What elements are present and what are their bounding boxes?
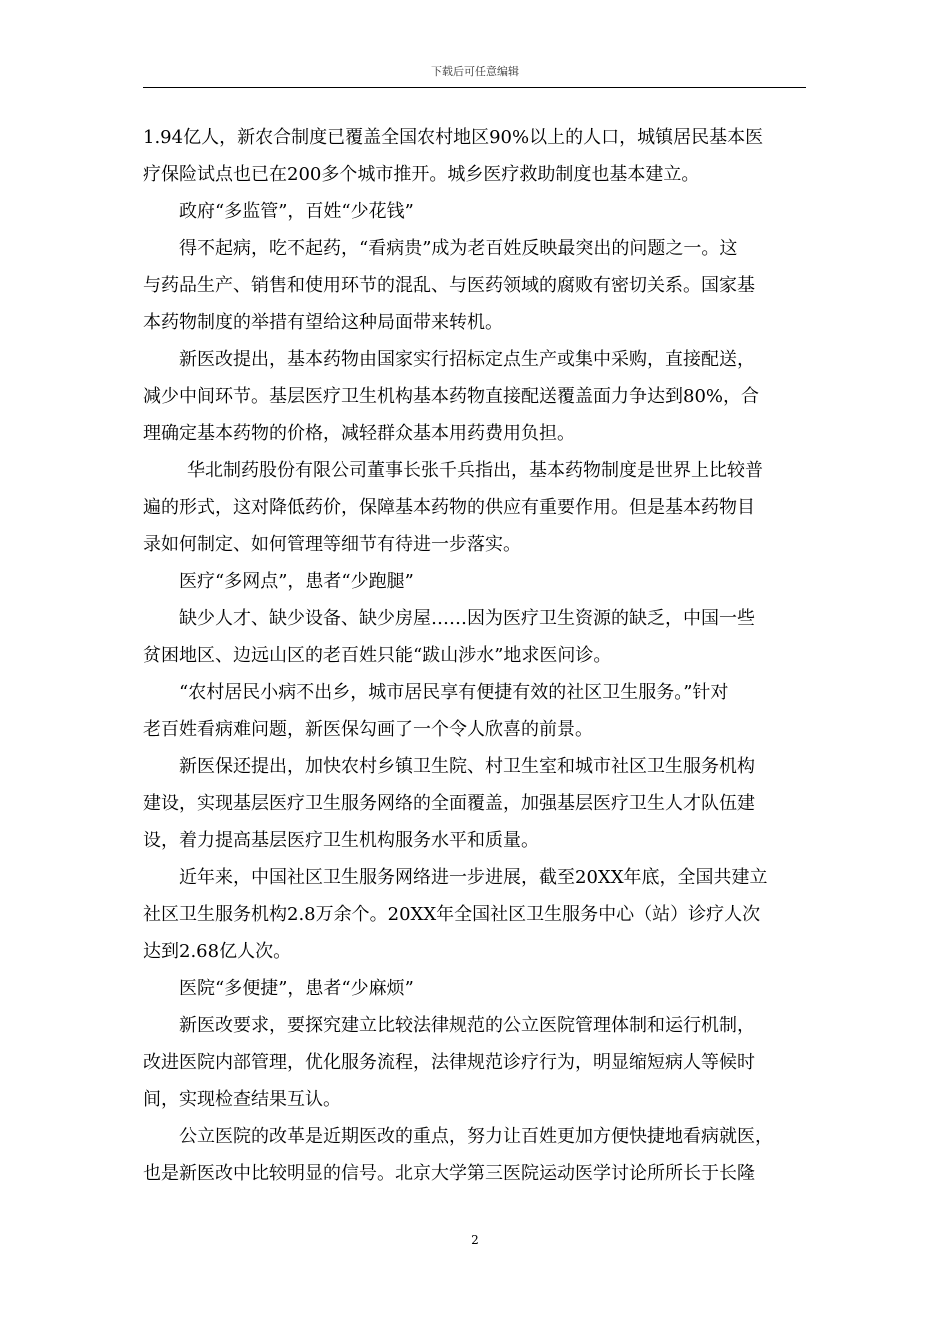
page-number: 2 — [471, 1233, 479, 1247]
body-line: 改进医院内部管理，优化服务流程，法律规范诊疗行为，明显缩短病人等候时 — [143, 1052, 755, 1073]
body-line: 新医保还提出，加快农村乡镇卫生院、村卫生室和城市社区卫生服务机构 — [179, 756, 755, 777]
body-line: 与药品生产、销售和使用环节的混乱、与医药领域的腐败有密切关系。国家基 — [143, 275, 755, 296]
body-line: 华北制药股份有限公司董事长张千兵指出，基本药物制度是世界上比较普 — [187, 460, 763, 481]
header-divider — [143, 87, 806, 88]
body-line: 新医改提出，基本药物由国家实行招标定点生产或集中采购，直接配送， — [179, 349, 755, 370]
body-line: 新医改要求，要探究建立比较法律规范的公立医院管理体制和运行机制， — [179, 1015, 755, 1036]
body-line: 也是新医改中比较明显的信号。北京大学第三医院运动医学讨论所所长于长隆 — [143, 1163, 755, 1184]
body-line: 社区卫生服务机构2.8万余个。20XX年全国社区卫生服务中心（站）诊疗人次 — [143, 904, 761, 925]
body-line: 减少中间环节。基层医疗卫生机构基本药物直接配送覆盖面力争达到80%，合 — [143, 386, 760, 407]
body-line: 间，实现检查结果互认。 — [143, 1089, 341, 1110]
body-line: 录如何制定、如何管理等细节有待进一步落实。 — [143, 534, 521, 555]
page-header: 下载后可任意编辑 — [431, 65, 519, 78]
section-heading: 政府“多监管”，百姓“少花钱” — [179, 201, 414, 222]
body-line: 老百姓看病难问题，新医保勾画了一个令人欣喜的前景。 — [143, 719, 593, 740]
body-line: 贫困地区、边远山区的老百姓只能“跋山涉水”地求医问诊。 — [143, 645, 612, 666]
body-line: “农村居民小病不出乡，城市居民享有便捷有效的社区卫生服务。”针对 — [179, 682, 729, 703]
body-line: 理确定基本药物的价格，减轻群众基本用药费用负担。 — [143, 423, 575, 444]
body-line: 本药物制度的举措有望给这种局面带来转机。 — [143, 312, 503, 333]
section-heading: 医院“多便捷”，患者“少麻烦” — [179, 978, 414, 999]
body-line: 得不起病，吃不起药，“看病贵”成为老百姓反映最突出的问题之一。这 — [179, 238, 738, 259]
body-line: 公立医院的改革是近期医改的重点，努力让百姓更加方便快捷地看病就医， — [179, 1126, 773, 1147]
body-line: 缺少人才、缺少设备、缺少房屋……因为医疗卫生资源的缺乏，中国一些 — [179, 608, 755, 629]
body-line: 1.94亿人，新农合制度已覆盖全国农村地区90%以上的人口，城镇居民基本医 — [143, 127, 764, 148]
body-line: 达到2.68亿人次。 — [143, 941, 292, 962]
body-line: 近年来，中国社区卫生服务网络进一步进展，截至20XX年底，全国共建立 — [179, 867, 768, 888]
body-line: 遍的形式，这对降低药价，保障基本药物的供应有重要作用。但是基本药物目 — [143, 497, 755, 518]
body-line: 设，着力提高基层医疗卫生机构服务水平和质量。 — [143, 830, 539, 851]
body-line: 疗保险试点也已在200多个城市推开。城乡医疗救助制度也基本建立。 — [143, 164, 700, 185]
document-body — [143, 119, 807, 1192]
section-heading: 医疗“多网点”，患者“少跑腿” — [179, 571, 414, 592]
body-line: 建设，实现基层医疗卫生服务网络的全面覆盖，加强基层医疗卫生人才队伍建 — [143, 793, 755, 814]
